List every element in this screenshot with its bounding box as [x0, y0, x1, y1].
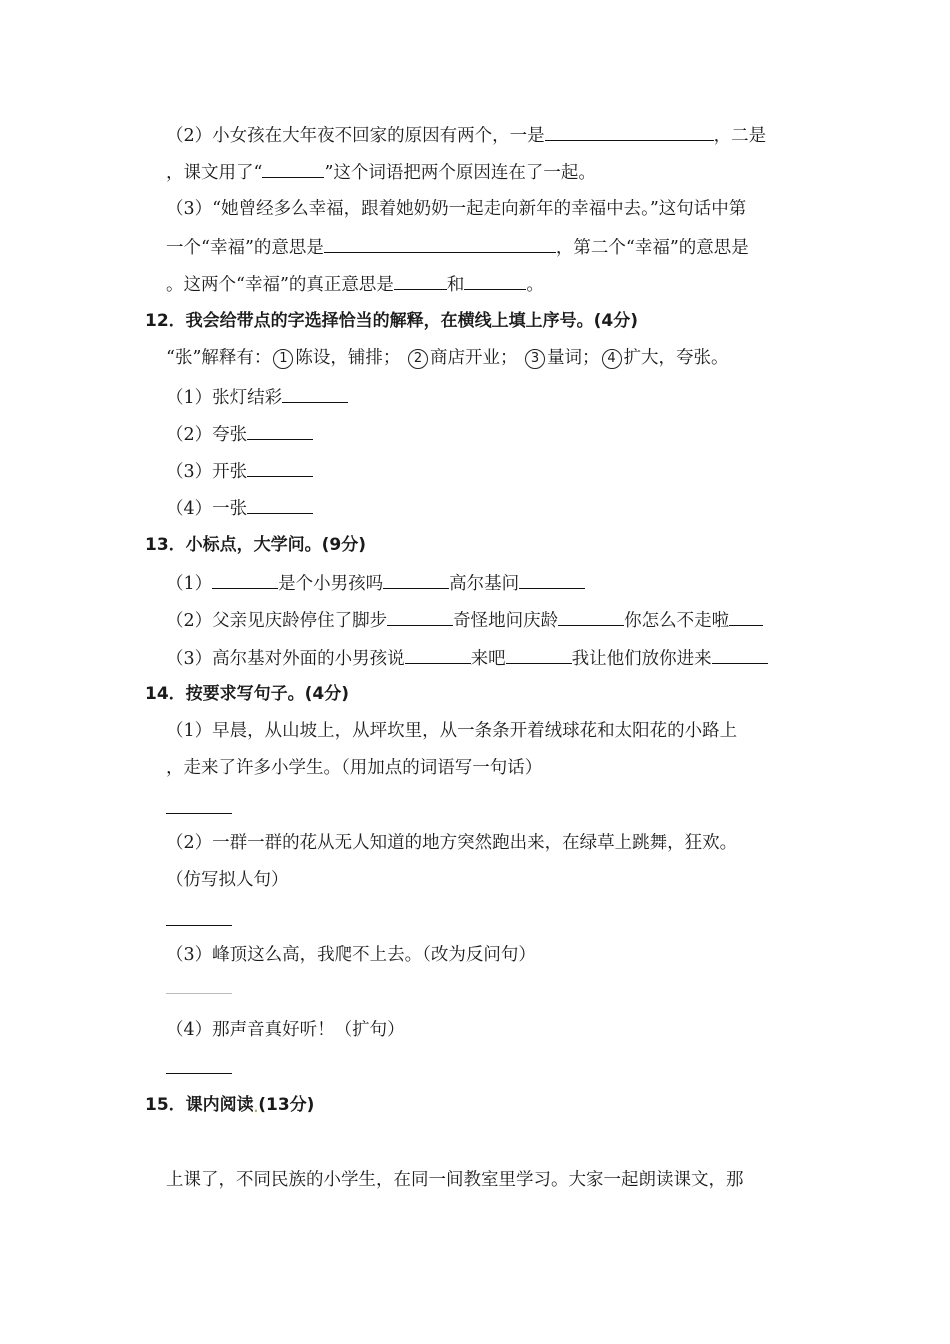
q11-item3-line2: 一个“幸福”的意思是 ，第二个“幸福”的意思是	[166, 235, 749, 259]
q15-passage-line1: 上课了，不同民族的小学生，在同一间教室里学习。大家一起朗读课文，那	[166, 1170, 744, 1190]
q11-item2-line1: （2）小女孩在大年夜不回家的原因有两个，一是 ，二是	[166, 123, 766, 147]
q12-item-3: （3）开张	[166, 459, 313, 483]
q14-item4: （4）那声音真好听！（扩句）	[166, 1020, 405, 1040]
answer-blank[interactable]	[282, 385, 348, 403]
answer-blank[interactable]	[247, 496, 313, 514]
option-number-badge: 4	[602, 349, 622, 369]
q15-heading: 15．课内阅读.(13分)	[145, 1095, 315, 1115]
q12-heading: 12．我会给带点的字选择恰当的解释，在横线上填上序号。(4分)	[145, 311, 639, 331]
answer-blank[interactable]	[712, 646, 768, 664]
option-number-badge: 3	[525, 349, 545, 369]
q14-item1-line2: ，走来了许多小学生。（用加点的词语写一句话）	[166, 758, 543, 778]
option-number-badge: 2	[408, 349, 428, 369]
answer-blank[interactable]	[324, 235, 556, 253]
q11-item2-line2: ，课文用了“ ”这个词语把两个原因连在了一起。	[166, 160, 596, 184]
answer-blank[interactable]	[394, 272, 447, 290]
q12-item-4: （4）一张	[166, 496, 313, 520]
q13-item-2: （2）父亲见庆龄停住了脚步 奇怪地问庆龄 你怎么不走啦	[166, 608, 763, 632]
q14-item2-line1: （2）一群一群的花从无人知道的地方突然跑出来，在绿草上跳舞，狂欢。	[166, 833, 738, 853]
q14-item1-line1: （1）早晨，从山坡上，从坪坎里，从一条条开着绒球花和太阳花的小路上	[166, 721, 738, 741]
q11-item3-line3: 。这两个“幸福”的真正意思是 和 。	[166, 272, 544, 296]
answer-blank[interactable]	[247, 422, 313, 440]
option-number-badge: 1	[273, 349, 293, 369]
q14-item2-line2: （仿写拟人句）	[166, 870, 289, 890]
q12-item-2: （2）夸张	[166, 422, 313, 446]
answer-blank[interactable]	[387, 608, 453, 626]
answer-blank[interactable]	[558, 608, 624, 626]
q11-item3-line1: （3）“她曾经多么幸福，跟着她奶奶一起走向新年的幸福中去。”这句话中第	[166, 199, 747, 219]
answer-blank[interactable]	[247, 459, 313, 477]
q13-item-3: （3）高尔基对外面的小男孩说 来吧 我让他们放你进来	[166, 646, 768, 670]
answer-blank[interactable]	[405, 646, 471, 664]
answer-blank[interactable]	[212, 571, 278, 589]
answer-blank[interactable]	[262, 160, 324, 178]
answer-blank[interactable]	[506, 646, 572, 664]
q13-heading: 13．小标点，大学问。(9分)	[145, 535, 367, 555]
q13-item-1: （1） 是个小男孩吗 高尔基问	[166, 571, 585, 595]
q12-item-1: （1）张灯结彩	[166, 385, 348, 409]
answer-line[interactable]	[166, 813, 232, 814]
answer-blank[interactable]	[519, 571, 585, 589]
answer-blank[interactable]	[464, 272, 526, 290]
q12-intro: “张”解释有： 1 陈设，铺排； 2 商店开业； 3 量词； 4 扩大，夸张。	[166, 348, 729, 368]
dot-mark-icon: .	[253, 1101, 259, 1115]
answer-line[interactable]	[166, 1073, 232, 1074]
answer-line[interactable]	[166, 993, 232, 994]
answer-blank[interactable]	[545, 123, 714, 141]
answer-blank[interactable]	[383, 571, 449, 589]
q14-heading: 14．按要求写句子。(4分)	[145, 684, 350, 704]
answer-line[interactable]	[166, 925, 232, 926]
q14-item3: （3）峰顶这么高，我爬不上去。（改为反问句）	[166, 945, 536, 965]
answer-blank[interactable]	[729, 608, 763, 626]
